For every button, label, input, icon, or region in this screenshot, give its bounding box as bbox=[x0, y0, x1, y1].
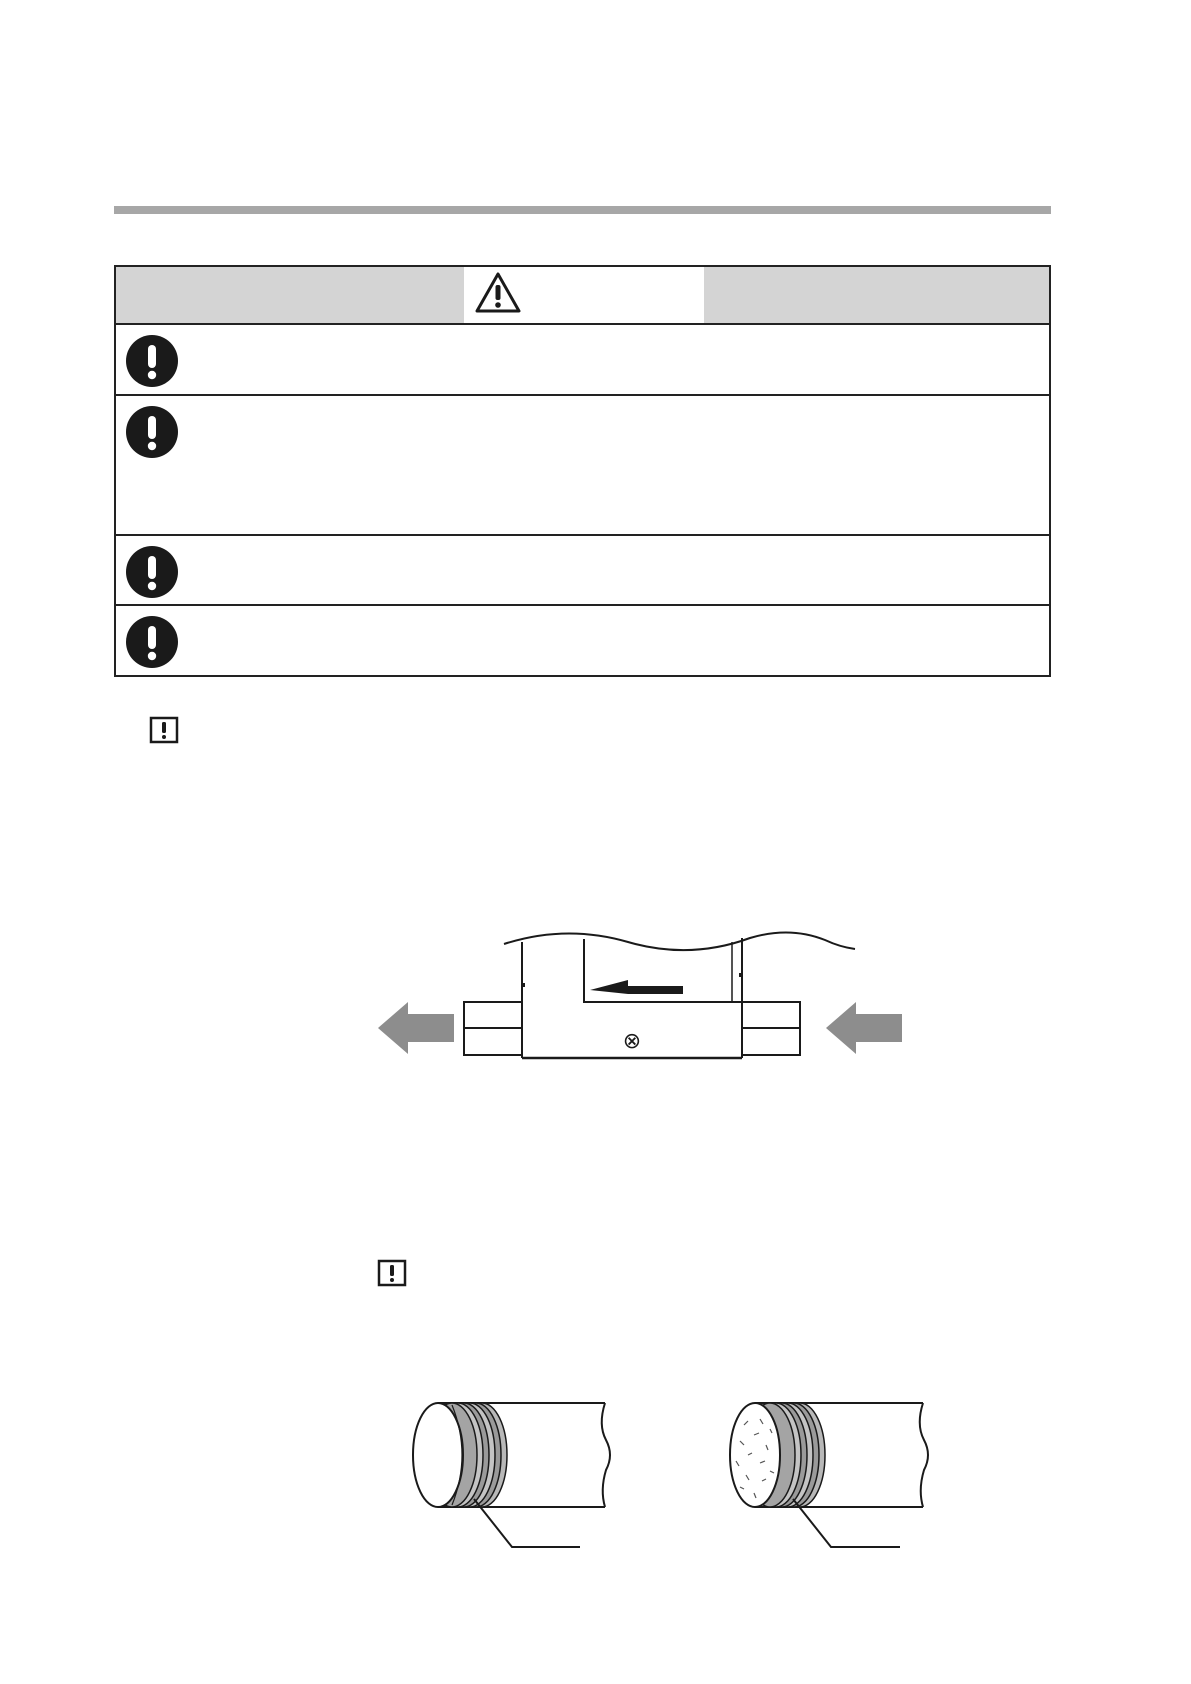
threaded-pipe-right bbox=[730, 1403, 928, 1547]
section-rule bbox=[114, 206, 1051, 214]
mandatory-exclamation-icon bbox=[126, 616, 178, 668]
warning-row-1 bbox=[116, 325, 1049, 396]
mandatory-exclamation-icon bbox=[126, 546, 178, 598]
warning-header-left-fill bbox=[116, 267, 464, 323]
warning-row-2 bbox=[116, 396, 1049, 536]
warning-triangle-icon bbox=[474, 271, 522, 315]
flow-figure-symbol: ⊗ bbox=[622, 1029, 642, 1054]
warning-header-title-cell bbox=[464, 267, 704, 323]
mandatory-exclamation-icon bbox=[126, 335, 178, 387]
flow-direction-figure bbox=[370, 930, 910, 1060]
warning-table bbox=[114, 265, 1051, 677]
threaded-pipe-left bbox=[413, 1403, 610, 1547]
caution-note-icon bbox=[377, 1259, 407, 1287]
warning-header-right-fill bbox=[704, 267, 1049, 323]
warning-row-3 bbox=[116, 536, 1049, 606]
mandatory-exclamation-icon bbox=[126, 406, 178, 458]
warning-header bbox=[116, 267, 1049, 325]
warning-row-4 bbox=[116, 606, 1049, 675]
threaded-pipe-figure bbox=[410, 1395, 930, 1565]
caution-note-icon bbox=[149, 716, 179, 744]
